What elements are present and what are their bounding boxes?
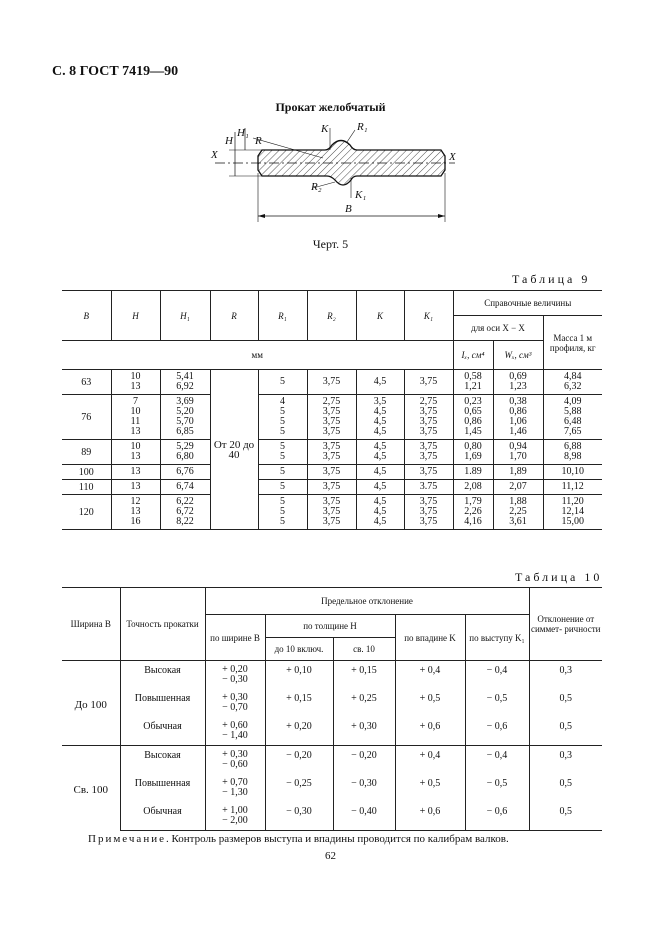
cell-wx bbox=[493, 480, 543, 495]
label-x-right: X bbox=[449, 151, 456, 163]
cell-value: 4 bbox=[280, 396, 285, 407]
cell-value: 3,75 bbox=[322, 516, 341, 527]
cell-ix bbox=[453, 495, 493, 530]
cell-m bbox=[543, 370, 602, 395]
cell: − 0,30 bbox=[333, 774, 395, 802]
cell-value: 5 bbox=[280, 481, 285, 492]
cell: + 0,25 bbox=[333, 689, 395, 717]
th-units: мм bbox=[62, 341, 453, 370]
cell-width-dev bbox=[205, 717, 265, 746]
cell-k1 bbox=[404, 480, 453, 495]
cell-r1 bbox=[258, 495, 307, 530]
cell-wx bbox=[493, 395, 543, 440]
th-accuracy: Точность прокатки bbox=[120, 588, 205, 661]
label-x-left: X bbox=[211, 149, 218, 161]
cell: + 0,30 bbox=[333, 717, 395, 746]
cell-value: + 0,60 bbox=[222, 720, 248, 731]
cell-r2 bbox=[307, 465, 356, 480]
cell-h bbox=[111, 370, 160, 395]
cell-value: 3,75 bbox=[419, 416, 438, 427]
cell-m bbox=[543, 465, 602, 480]
table9-row bbox=[62, 480, 602, 495]
cell-k1 bbox=[404, 495, 453, 530]
cell: − 0,4 bbox=[465, 746, 529, 775]
cell-m bbox=[543, 395, 602, 440]
table9-row bbox=[62, 465, 602, 480]
th-over10: св. 10 bbox=[333, 638, 395, 661]
cell-value: 2,26 bbox=[464, 506, 482, 517]
cell-k bbox=[356, 495, 404, 530]
cell-width-dev bbox=[205, 746, 265, 775]
th-axis: для оси X − X bbox=[453, 316, 543, 341]
table10-row bbox=[62, 802, 602, 831]
cell-value: 0,80 bbox=[464, 441, 482, 452]
cell-value: 11 bbox=[130, 416, 141, 427]
cell-value: 1,69 bbox=[464, 451, 482, 462]
cell: + 0,4 bbox=[395, 661, 465, 690]
cell-value: 0,58 bbox=[464, 371, 482, 382]
cell-value: 6,32 bbox=[564, 381, 582, 392]
cell-h1 bbox=[160, 465, 210, 480]
cell-value: 0,65 bbox=[464, 406, 482, 417]
label-h: H bbox=[225, 135, 233, 147]
cell-value: 5,41 bbox=[176, 371, 194, 382]
cell-value: − 1,40 bbox=[222, 730, 248, 741]
cell: Обычная bbox=[120, 717, 205, 746]
label-k1: K₁ bbox=[355, 189, 367, 201]
cell-h bbox=[111, 465, 160, 480]
cell-value: 1,21 bbox=[464, 381, 482, 392]
cell-value: 1,70 bbox=[509, 451, 527, 462]
table10-row bbox=[62, 689, 602, 717]
cell-value: + 0,30 bbox=[222, 749, 248, 760]
cell: Высокая bbox=[120, 661, 205, 690]
cell-width-dev bbox=[205, 774, 265, 802]
cell-value: 13 bbox=[130, 481, 141, 492]
table9-row bbox=[62, 395, 602, 440]
cell-width-dev bbox=[205, 689, 265, 717]
cell-value: 3,75 bbox=[419, 451, 438, 462]
cell-value: 0,23 bbox=[464, 396, 482, 407]
th-wx: Wₓ, см³ bbox=[493, 341, 543, 370]
cell-value: − 0,30 bbox=[222, 674, 248, 685]
cell-r1 bbox=[258, 440, 307, 465]
cell-b: 89 bbox=[62, 440, 111, 465]
cell-value: 11,20 bbox=[561, 496, 584, 507]
cell: − 0,40 bbox=[333, 802, 395, 831]
cell-value: 13 bbox=[130, 426, 141, 437]
cell-wx bbox=[493, 440, 543, 465]
cell: + 0,4 bbox=[395, 746, 465, 775]
cell-value: 1,89 bbox=[509, 466, 527, 477]
cell: + 0,20 bbox=[265, 717, 333, 746]
th-width: Ширина B bbox=[62, 588, 120, 661]
cell-value: 4,5 bbox=[373, 506, 387, 517]
cell-value: 5 bbox=[280, 496, 285, 507]
cell-value: 3,75 bbox=[419, 496, 438, 507]
cell-wx bbox=[493, 465, 543, 480]
cell-value: 10 bbox=[130, 406, 141, 417]
th-mass: Масса 1 м профиля, кг bbox=[543, 316, 602, 370]
cell-r2 bbox=[307, 480, 356, 495]
cell: − 0,20 bbox=[333, 746, 395, 775]
th-by-width: по ширине B bbox=[205, 615, 265, 661]
cell-value: 2,07 bbox=[509, 481, 527, 492]
figure-caption: Черт. 5 bbox=[312, 237, 349, 251]
cell-h1 bbox=[160, 495, 210, 530]
cell-value: 3,75 bbox=[322, 406, 341, 417]
cell-m bbox=[543, 440, 602, 465]
cell: 0,5 bbox=[529, 774, 602, 802]
cell-value: 0,69 bbox=[509, 371, 527, 382]
th-symmetry: Отклонение от симмет- ричности bbox=[529, 588, 602, 661]
cell-value: 7 bbox=[133, 396, 138, 407]
table9-row bbox=[62, 495, 602, 530]
cell-value: 3,75 bbox=[419, 406, 438, 417]
cell-value: 4,5 bbox=[373, 416, 387, 427]
table-10 bbox=[62, 587, 602, 831]
cell-value: 3,75 bbox=[322, 416, 341, 427]
cell-ix bbox=[453, 480, 493, 495]
cell-value: 3,75 bbox=[322, 496, 341, 507]
cell-value: 6,92 bbox=[176, 381, 194, 392]
cell-k bbox=[356, 395, 404, 440]
cell-value: 0,94 bbox=[509, 441, 527, 452]
cell-k bbox=[356, 465, 404, 480]
cell-value: 13 bbox=[130, 451, 141, 462]
cell-value: 8,98 bbox=[564, 451, 582, 462]
cell: − 0,25 bbox=[265, 774, 333, 802]
cell-k1 bbox=[404, 465, 453, 480]
cell-value: 4,5 bbox=[373, 496, 387, 507]
cell-width-dev bbox=[205, 661, 265, 690]
cell-value: 1,88 bbox=[509, 496, 527, 507]
cell-value: 3,61 bbox=[509, 516, 527, 527]
label-r2: R₂ bbox=[311, 181, 322, 193]
th-h: H bbox=[111, 291, 160, 341]
cell-value: 8,22 bbox=[176, 516, 194, 527]
cell-width-dev bbox=[205, 802, 265, 831]
cell-value: 4,5 bbox=[373, 426, 387, 437]
label-r1: R₁ bbox=[357, 121, 368, 133]
cell-value: 5 bbox=[280, 406, 285, 417]
cell: − 0,30 bbox=[265, 802, 333, 831]
cell: − 0,6 bbox=[465, 802, 529, 831]
cell-value: 1,06 bbox=[509, 416, 527, 427]
cell-h bbox=[111, 440, 160, 465]
cell-ix bbox=[453, 370, 493, 395]
label-h1: H₁ bbox=[237, 127, 249, 139]
cell-value: 1.89 bbox=[464, 466, 482, 477]
cell-value: 6,80 bbox=[176, 451, 194, 462]
table-9 bbox=[62, 290, 602, 530]
cell-value: 3,75 bbox=[322, 506, 341, 517]
cell: Повышенная bbox=[120, 774, 205, 802]
cell: + 0,15 bbox=[333, 661, 395, 690]
cell-value: 2,08 bbox=[464, 481, 482, 492]
table10-caption: Таблица 10 bbox=[515, 570, 603, 584]
cell-value: 4,5 bbox=[373, 406, 387, 417]
cell-r2 bbox=[307, 395, 356, 440]
cell-value: 15,00 bbox=[561, 516, 584, 527]
th-up10: до 10 включ. bbox=[265, 638, 333, 661]
th-r1: R₁ bbox=[258, 291, 307, 341]
table9-row bbox=[62, 440, 602, 465]
cell: Повышенная bbox=[120, 689, 205, 717]
cell-value: 4,5 bbox=[373, 481, 387, 492]
cell-value: 4,84 bbox=[564, 371, 582, 382]
cell-value: 6,74 bbox=[176, 481, 194, 492]
cell: + 0,5 bbox=[395, 689, 465, 717]
cell-m bbox=[543, 495, 602, 530]
cell-h bbox=[111, 495, 160, 530]
cell-value: 5 bbox=[280, 376, 285, 387]
label-b: B bbox=[345, 203, 352, 215]
cell-value: 5,29 bbox=[176, 441, 194, 452]
page-header: С. 8 ГОСТ 7419—90 bbox=[52, 64, 179, 79]
cell-h1 bbox=[160, 480, 210, 495]
cell: − 0,5 bbox=[465, 774, 529, 802]
cell-value: 6,72 bbox=[176, 506, 194, 517]
cell-value: 2,75 bbox=[322, 396, 341, 407]
table10-row bbox=[62, 717, 602, 746]
cell-k1 bbox=[404, 395, 453, 440]
cell: Св. 100 bbox=[62, 746, 120, 831]
note bbox=[88, 833, 509, 845]
cell-value: 3,75 bbox=[419, 466, 438, 477]
cell: − 0,6 bbox=[465, 717, 529, 746]
cell-r: От 20 до 40 bbox=[210, 370, 258, 530]
cell-value: 5,20 bbox=[176, 406, 194, 417]
cell-value: 4,5 bbox=[373, 451, 387, 462]
cell-value: 3,75 bbox=[322, 441, 341, 452]
cell-value: 3,75 bbox=[419, 376, 438, 387]
cell-value: 1,23 bbox=[509, 381, 527, 392]
cell-value: 4,09 bbox=[564, 396, 582, 407]
cell-wx bbox=[493, 495, 543, 530]
cell-value: 4,5 bbox=[373, 466, 387, 477]
th-by-ledge: по выступу K₁ bbox=[465, 615, 529, 661]
cell-value: 2,75 bbox=[419, 396, 438, 407]
cell-value: 7,65 bbox=[564, 426, 582, 437]
cell-value: − 0,60 bbox=[222, 759, 248, 770]
table9-caption: Таблица 9 bbox=[512, 272, 591, 286]
cell-value: 5 bbox=[280, 516, 285, 527]
cell-value: 13 bbox=[130, 466, 141, 477]
cell: − 0,5 bbox=[465, 689, 529, 717]
cell-h1 bbox=[160, 395, 210, 440]
table10-row bbox=[62, 746, 602, 775]
cell: + 0,10 bbox=[265, 661, 333, 690]
cell-r1 bbox=[258, 370, 307, 395]
cell-value: 10 bbox=[130, 371, 141, 382]
cell-ix bbox=[453, 440, 493, 465]
cell-value: 13 bbox=[130, 381, 141, 392]
cell-value: 3.75 bbox=[419, 481, 438, 492]
cell-b: 76 bbox=[62, 395, 111, 440]
cell-value: 12,14 bbox=[561, 506, 584, 517]
th-h1: H₁ bbox=[160, 291, 210, 341]
label-k: K bbox=[321, 123, 329, 135]
cell: 0,5 bbox=[529, 802, 602, 831]
cell-ix bbox=[453, 395, 493, 440]
cell-k bbox=[356, 440, 404, 465]
cell: − 0,20 bbox=[265, 746, 333, 775]
cell-k1 bbox=[404, 440, 453, 465]
th-r: R bbox=[210, 291, 258, 341]
cell-value: 4,5 bbox=[373, 516, 387, 527]
cell-r1 bbox=[258, 480, 307, 495]
figure-title: Прокат желобчатый bbox=[275, 100, 386, 114]
cell-value: 5 bbox=[280, 441, 285, 452]
cell-value: 0,38 bbox=[509, 396, 527, 407]
cell-value: + 0,70 bbox=[222, 777, 248, 788]
cell-value: 1,45 bbox=[464, 426, 482, 437]
cell-h bbox=[111, 480, 160, 495]
cell-value: 6,48 bbox=[564, 416, 582, 427]
cell-r1 bbox=[258, 465, 307, 480]
cell-r1 bbox=[258, 395, 307, 440]
table10-row bbox=[62, 661, 602, 690]
cell-r2 bbox=[307, 440, 356, 465]
note-label: Примечание bbox=[88, 833, 166, 845]
cell-value: 2,25 bbox=[509, 506, 527, 517]
cell-value: 4,5 bbox=[373, 441, 387, 452]
cell-value: 6,76 bbox=[176, 466, 194, 477]
cell-b: 100 bbox=[62, 465, 111, 480]
page-number: 62 bbox=[325, 850, 336, 862]
cell-h1 bbox=[160, 440, 210, 465]
cell-k bbox=[356, 480, 404, 495]
cell-value: 10,10 bbox=[561, 466, 584, 477]
cell-value: 3,75 bbox=[419, 426, 438, 437]
cell-value: 0,86 bbox=[509, 406, 527, 417]
cell-value: 11,12 bbox=[561, 481, 584, 492]
note-text: . Контроль размеров выступа и впадины проводится по калибрам валков. bbox=[165, 833, 509, 845]
cell-value: 1,46 bbox=[509, 426, 527, 437]
th-by-hollow: по впадине K bbox=[395, 615, 465, 661]
cell-value: 6,85 bbox=[176, 426, 194, 437]
table10-row bbox=[62, 774, 602, 802]
cell-b: 120 bbox=[62, 495, 111, 530]
cell-value: 4,5 bbox=[373, 376, 387, 387]
th-ref: Справочные величины bbox=[453, 291, 602, 316]
cell-b: 63 bbox=[62, 370, 111, 395]
profile-drawing bbox=[205, 118, 455, 226]
cell-value: 3,75 bbox=[322, 481, 341, 492]
cell-value: 0,86 bbox=[464, 416, 482, 427]
th-limit: Предельное отклонение bbox=[205, 588, 529, 615]
cell-value: 3,75 bbox=[419, 516, 438, 527]
cell-value: 4,16 bbox=[464, 516, 482, 527]
cell-value: 16 bbox=[130, 516, 141, 527]
cell-value: 1,79 bbox=[464, 496, 482, 507]
cell: + 0,6 bbox=[395, 717, 465, 746]
cell-value: 5 bbox=[280, 426, 285, 437]
cell-value: 10 bbox=[130, 441, 141, 452]
cell-k bbox=[356, 370, 404, 395]
th-b: B bbox=[62, 291, 111, 341]
cell-value: 3,5 bbox=[373, 396, 387, 407]
cell: − 0,4 bbox=[465, 661, 529, 690]
cell-value: 3,75 bbox=[322, 451, 341, 462]
th-r2: R₂ bbox=[307, 291, 356, 341]
cell: + 0,5 bbox=[395, 774, 465, 802]
cell-value: 5 bbox=[280, 466, 285, 477]
th-by-thickness: по толщине H bbox=[265, 615, 395, 638]
cell-h1 bbox=[160, 370, 210, 395]
cell: 0,3 bbox=[529, 661, 602, 690]
cell-value: 12 bbox=[130, 496, 141, 507]
cell: 0,5 bbox=[529, 717, 602, 746]
cell-value: + 1,00 bbox=[222, 805, 248, 816]
cell: До 100 bbox=[62, 661, 120, 746]
cell-value: 3,75 bbox=[419, 506, 438, 517]
cell-b: 110 bbox=[62, 480, 111, 495]
cell: Высокая bbox=[120, 746, 205, 775]
cell-value: 3,75 bbox=[419, 441, 438, 452]
cell-ix bbox=[453, 465, 493, 480]
cell-value: 3,75 bbox=[322, 376, 341, 387]
cell-value: 3,75 bbox=[322, 426, 341, 437]
cell-value: 3,75 bbox=[322, 466, 341, 477]
cell-value: 5,88 bbox=[564, 406, 582, 417]
th-k1: K₁ bbox=[404, 291, 453, 341]
cell-value: + 0,20 bbox=[222, 664, 248, 675]
cell-value: − 1,30 bbox=[222, 787, 248, 798]
cell-value: 5,70 bbox=[176, 416, 194, 427]
cell: + 0,6 bbox=[395, 802, 465, 831]
cell-value: + 0,30 bbox=[222, 692, 248, 703]
cell-r2 bbox=[307, 495, 356, 530]
cell-value: − 0,70 bbox=[222, 702, 248, 713]
cell-value: 6,22 bbox=[176, 496, 194, 507]
cell: Обычная bbox=[120, 802, 205, 831]
cell-value: 3,69 bbox=[176, 396, 194, 407]
cell: 0,5 bbox=[529, 689, 602, 717]
cell-value: 5 bbox=[280, 451, 285, 462]
th-ix: Iₓ, см⁴ bbox=[453, 341, 493, 370]
cell-value: 13 bbox=[130, 506, 141, 517]
cell-k1 bbox=[404, 370, 453, 395]
table9-row bbox=[62, 370, 602, 395]
cell-value: − 2,00 bbox=[222, 815, 248, 826]
cell-h bbox=[111, 395, 160, 440]
cell: 0,3 bbox=[529, 746, 602, 775]
cell-value: 6,88 bbox=[564, 441, 582, 452]
th-k: K bbox=[356, 291, 404, 341]
cell-r2 bbox=[307, 370, 356, 395]
cell-wx bbox=[493, 370, 543, 395]
cell-value: 5 bbox=[280, 416, 285, 427]
cell: + 0,15 bbox=[265, 689, 333, 717]
cell-m bbox=[543, 480, 602, 495]
cell-value: 5 bbox=[280, 506, 285, 517]
label-r: R bbox=[255, 135, 262, 147]
